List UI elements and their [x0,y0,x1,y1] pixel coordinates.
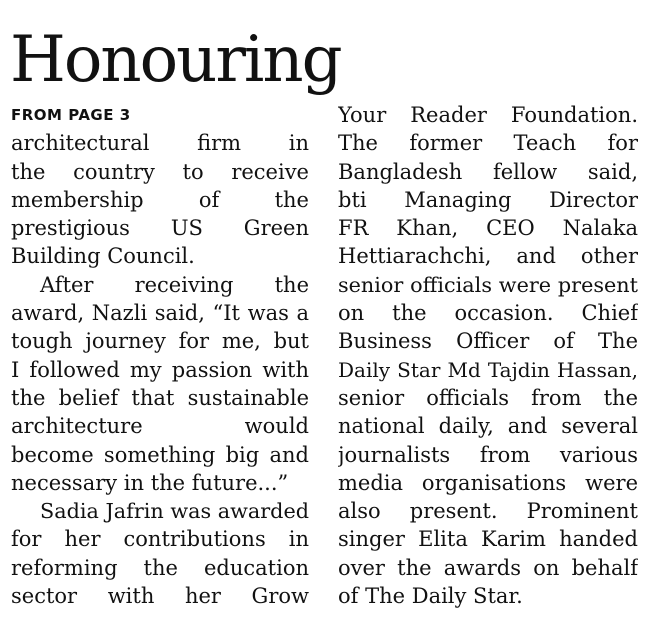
text-line: Daily Star Md Tajdin Hassan, [338,357,638,382]
text-line: national daily, and several [338,414,638,439]
text-line: Hettiarachchi, and other [338,244,638,269]
text-line: senior officials were present [338,272,638,297]
text-line: sector with her Grow [11,584,309,609]
text-line: After receiving the [40,272,309,297]
text-line: Your Reader Foundation. [338,103,638,127]
text-line: singer Elita Karim handed [338,527,638,552]
text-line: the country to receive [11,159,309,184]
text-line: tough journey for me, but [11,329,309,354]
text-line: media organisations were [338,470,638,495]
text-line: over the awards on behalf [338,555,638,580]
text-line: architecture would [11,414,309,439]
headline: Honouring [10,23,341,97]
text-line: also present. Prominent [338,499,638,524]
article-column-right [338,101,638,610]
text-line: The former Teach for [338,131,638,156]
text-line: reforming the education [11,555,309,580]
text-line: senior officials from the [338,385,638,410]
text-line: membership of the [11,187,309,212]
text-line: for her contributions in [11,527,309,552]
text-line: journalists from various [338,442,638,467]
text-line: award, Nazli said, “It was a [11,301,309,326]
text-line: Business Officer of The [338,329,638,354]
text-line: Bangladesh fellow said, [338,159,638,184]
text-line: become something big and [11,442,309,467]
text-line: bti Managing Director [338,187,638,212]
text-line: Building Council. [11,244,195,269]
text-line: on the occasion. Chief [338,301,638,326]
text-line: Sadia Jafrin was awarded [40,499,309,524]
continuation-label: FROM PAGE 3 [11,106,131,124]
text-line: of The Daily Star. [338,584,523,609]
text-line: the belief that sustainable [11,385,309,410]
text-line: necessary in the future...” [11,470,289,495]
text-line: FR Khan, CEO Nalaka [338,216,638,241]
article-column-left [11,101,309,610]
text-line: I followed my passion with [11,357,309,382]
text-line: prestigious US Green [11,216,309,241]
text-line: architectural firm in [11,131,309,156]
